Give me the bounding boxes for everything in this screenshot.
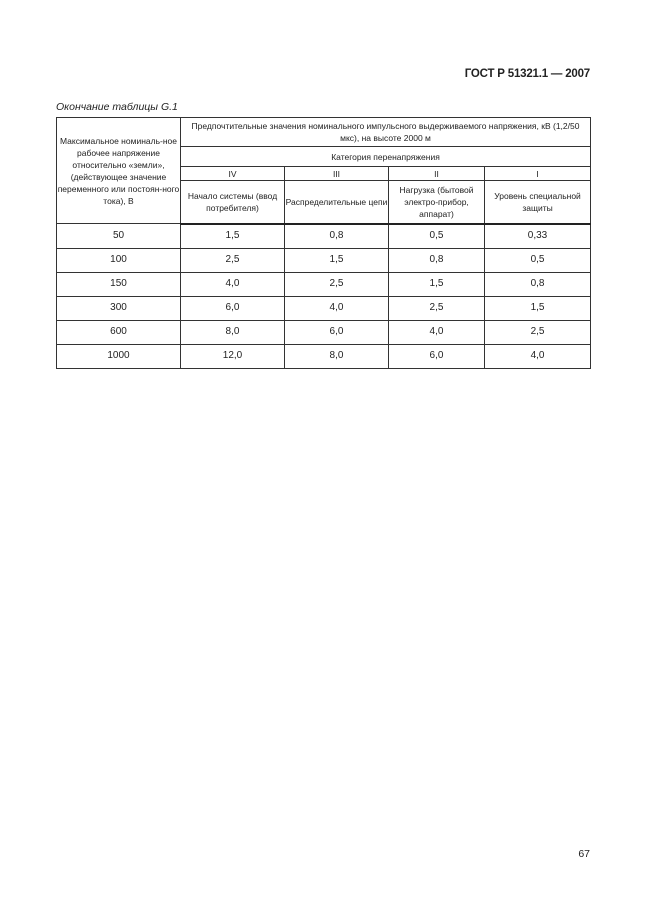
value-cell: 1,5 [485, 296, 591, 320]
voltage-cell: 300 [57, 296, 181, 320]
category-roman: III [285, 167, 389, 181]
voltage-cell: 50 [57, 224, 181, 249]
page-number: 67 [578, 848, 590, 860]
preferred-values-header: Предпочтительные значения номинального импульсного выдерживаемого напряжения, кВ (1,2/50 мкс), на высоте 2000 м [181, 118, 591, 147]
value-cell: 4,0 [389, 320, 485, 344]
value-cell: 0,8 [485, 272, 591, 296]
category-roman: II [389, 167, 485, 181]
value-cell: 1,5 [285, 248, 389, 272]
value-cell: 4,0 [181, 272, 285, 296]
voltage-column-header: Максимальное номиналь-ное рабочее напряжение относительно «земли», (действующее значение переменного или постоян-ного тока), В [57, 118, 181, 224]
value-cell: 6,0 [389, 344, 485, 368]
value-cell: 2,5 [485, 320, 591, 344]
value-cell: 6,0 [285, 320, 389, 344]
category-header: Категория перенапряжения [181, 147, 591, 167]
value-cell: 2,5 [285, 272, 389, 296]
table-row [57, 296, 591, 320]
table-row [57, 224, 591, 249]
category-description: Распределительные цепи [285, 181, 389, 224]
value-cell: 6,0 [181, 296, 285, 320]
table-row [57, 320, 591, 344]
value-cell: 8,0 [181, 320, 285, 344]
overvoltage-table [56, 117, 591, 369]
table-row [57, 248, 591, 272]
table-row [57, 272, 591, 296]
table-caption: Окончание таблицы G.1 [56, 101, 178, 113]
value-cell: 12,0 [181, 344, 285, 368]
value-cell: 2,5 [389, 296, 485, 320]
document-header: ГОСТ Р 51321.1 — 2007 [464, 68, 590, 80]
value-cell: 4,0 [485, 344, 591, 368]
value-cell: 1,5 [181, 224, 285, 249]
voltage-cell: 600 [57, 320, 181, 344]
category-roman: IV [181, 167, 285, 181]
category-description: Нагрузка (бытовой электро-прибор, аппарат) [389, 181, 485, 224]
table-row [57, 344, 591, 368]
value-cell: 0,5 [389, 224, 485, 249]
value-cell: 0,5 [485, 248, 591, 272]
value-cell: 0,33 [485, 224, 591, 249]
voltage-cell: 1000 [57, 344, 181, 368]
value-cell: 0,8 [389, 248, 485, 272]
voltage-cell: 100 [57, 248, 181, 272]
voltage-cell: 150 [57, 272, 181, 296]
value-cell: 4,0 [285, 296, 389, 320]
category-description: Уровень специальной защиты [485, 181, 591, 224]
value-cell: 2,5 [181, 248, 285, 272]
category-roman: I [485, 167, 591, 181]
value-cell: 1,5 [389, 272, 485, 296]
category-description: Начало системы (ввод потребителя) [181, 181, 285, 224]
value-cell: 8,0 [285, 344, 389, 368]
value-cell: 0,8 [285, 224, 389, 249]
